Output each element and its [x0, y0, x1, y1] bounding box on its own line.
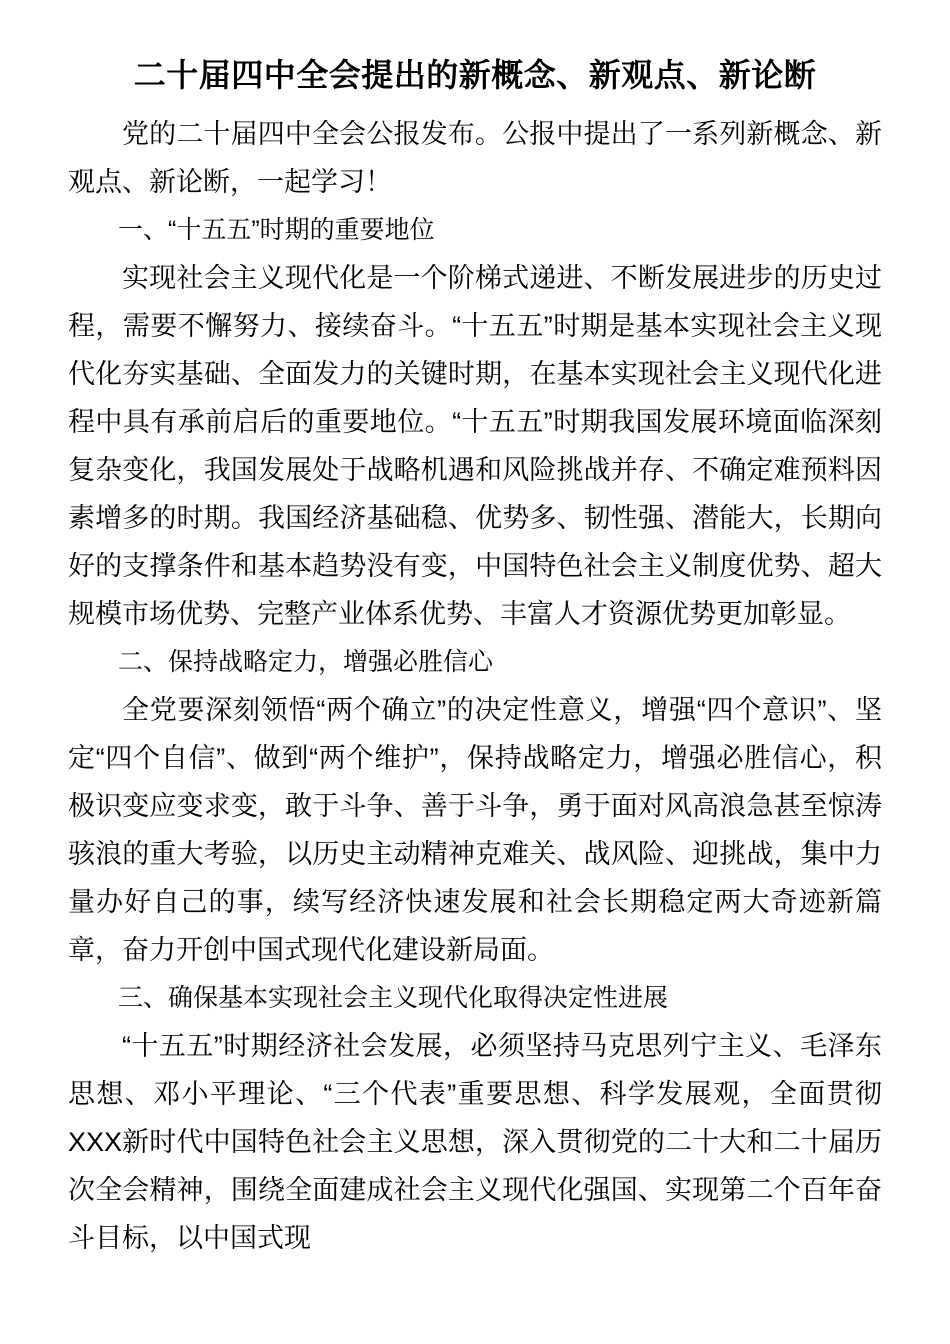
- section-body-1: 实现社会主义现代化是一个阶梯式递进、不断发展进步的历史过程，需要不懈努力、接续奋斗。“十五五”时期是基本实现社会主义现代化夯实基础、全面发力的关键时期，在基本实现社会主义现代化进程中具有承前启后的重要地位。“十五五”时期我国发展环境面临深刻复杂变化，我国发展处于战略机遇和风险挑战并存、不确定难预料因素增多的时期。我国经济基础稳、优势多、韧性强、潜能大，长期向好的支撑条件和基本趋势没有变，中国特色社会主义制度优势、超大规模市场优势、完整产业体系优势、丰富人才资源优势更加彰显。: [68, 263, 882, 629]
- section-heading-2: 二、保持战略定力，增强必胜信心: [118, 648, 494, 676]
- section-body-3: “十五五”时期经济社会发展，必须坚持马克思列宁主义、毛泽东思想、邓小平理论、“三个代表”重要思想、科学发展观，全面贯彻XXX新时代中国特色社会主义思想，深入贯彻党的二十大和二十届历次全会精神，围绕全面建成社会主义现代化强国、实现第二个百年奋斗目标，以中国式现: [68, 1031, 882, 1253]
- section-heading-1: 一、“十五五”时期的重要地位: [118, 216, 435, 244]
- section-heading-3: 三、确保基本实现社会主义现代化取得决定性进展: [118, 984, 669, 1012]
- section-body-2: 全党要深刻领悟“两个确立”的决定性意义，增强“四个意识”、坚定“四个自信”、做到“两个维护”，保持战略定力，增强必胜信心，积极识变应变求变，敢于斗争、善于斗争，勇于面对风高浪急甚至惊涛骇浪的重大考验，以历史主动精神克难关、战风险、迎挑战，集中力量办好自己的事，续写经济快速发展和社会长期稳定两大奇迹新篇章，奋力开创中国式现代化建设新局面。: [68, 695, 882, 965]
- intro-paragraph: 党的二十届四中全会公报发布。公报中提出了一系列新概念、新观点、新论断，一起学习！: [68, 119, 882, 197]
- page-title: 二十届四中全会提出的新概念、新观点、新论断: [133, 57, 817, 93]
- document-content: [68, 52, 882, 1262]
